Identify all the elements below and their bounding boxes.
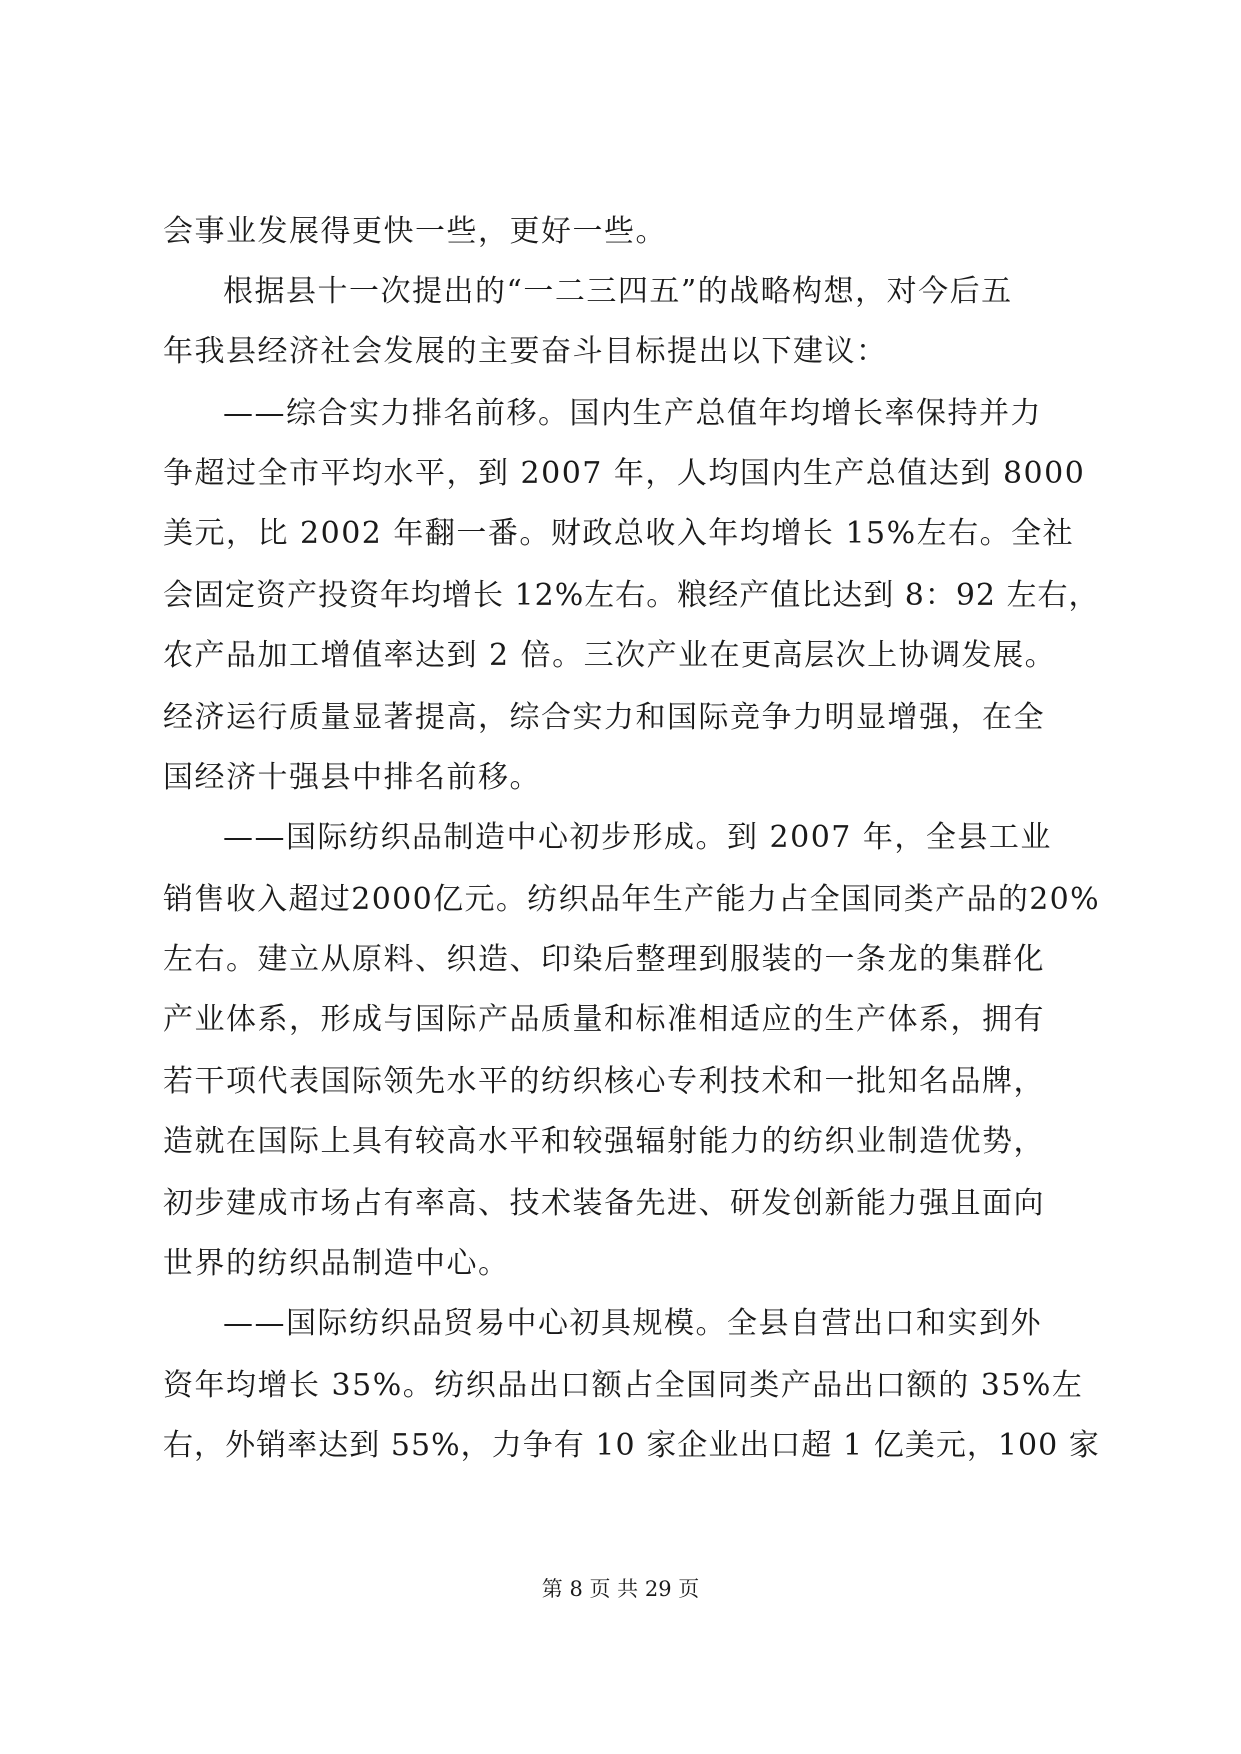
text-line: 国经济十强县中排名前移。 [163,760,541,795]
text-line: 产业体系，形成与国际产品质量和标准相适应的生产体系，拥有 [163,1002,1045,1037]
text-line: 会固定资产投资年均增长 12%左右。粮经产值比达到 8：92 左右， [163,578,1100,613]
paragraph-first-line: ——国际纺织品制造中心初步形成。到 2007 年，全县工业 [223,820,1052,855]
paragraph-first-line: 根据县十一次提出的“一二三四五”的战略构想，对今后五 [223,274,1013,309]
text-line: 造就在国际上具有较高水平和较强辐射能力的纺织业制造优势， [163,1124,1045,1159]
paragraph-first-line: ——综合实力排名前移。国内生产总值年均增长率保持并力 [223,396,1042,431]
text-line: 销售收入超过2000亿元。纺织品年生产能力占全国同类产品的20% [163,882,1101,917]
text-line: 右，外销率达到 55%，力争有 10 家企业出口超 1 亿美元，100 家 [163,1428,1100,1463]
text-line: 初步建成市场占有率高、技术装备先进、研发创新能力强且面向 [163,1186,1045,1221]
text-line: 争超过全市平均水平，到 2007 年，人均国内生产总值达到 8000 [163,456,1086,491]
text-line: 会事业发展得更快一些，更好一些。 [163,214,667,249]
page-number-footer: 第 8 页 共 29 页 [541,1577,700,1601]
text-line: 农产品加工增值率达到 2 倍。三次产业在更高层次上协调发展。 [163,638,1057,673]
text-line: 左右。建立从原料、织造、印染后整理到服装的一条龙的集群化 [163,942,1045,977]
text-line: 年我县经济社会发展的主要奋斗目标提出以下建议： [163,334,888,369]
text-line: 世界的纺织品制造中心。 [163,1246,510,1281]
text-line: 美元，比 2002 年翻一番。财政总收入年均增长 15%左右。全社 [163,516,1075,551]
text-line: 经济运行质量显著提高，综合实力和国际竞争力明显增强，在全 [163,700,1045,735]
text-line: 若干项代表国际领先水平的纺织核心专利技术和一批知名品牌， [163,1064,1045,1099]
text-line: 资年均增长 35%。纺织品出口额占全国同类产品出口额的 35%左 [163,1368,1084,1403]
paragraph-first-line: ——国际纺织品贸易中心初具规模。全县自营出口和实到外 [223,1306,1042,1341]
